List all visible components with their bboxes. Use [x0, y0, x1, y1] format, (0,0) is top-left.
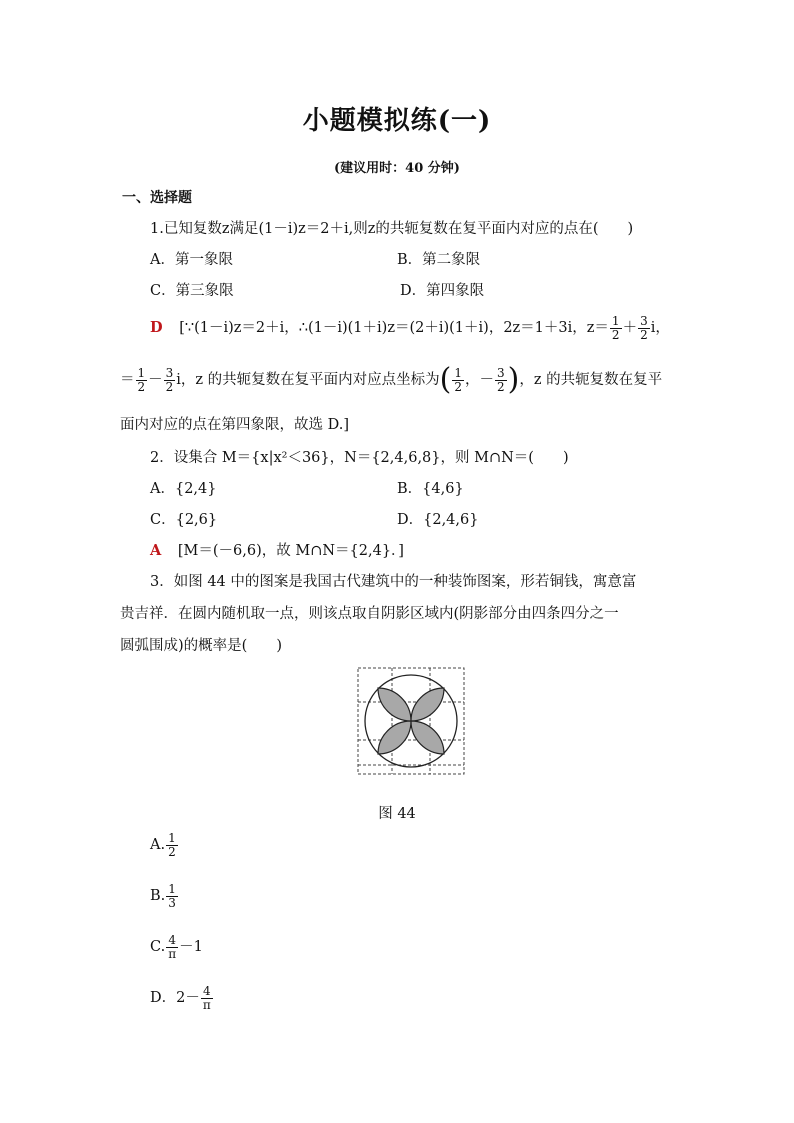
q1-option-d: D．第四象限	[400, 283, 485, 299]
q1-stem: 1.已知复数z满足(1－i)z＝2＋i,则z的共轭复数在复平面内对应的点在( )	[150, 221, 634, 237]
q3-option-c: C. $\frac{4}{\pi}$ －1	[150, 933, 203, 961]
fraction: $\frac{1}{3}$	[168, 882, 176, 910]
q2-option-d: D．{2,4,6}	[397, 512, 479, 528]
q1-solution-text: [∵(1－i)z＝2＋i，∴(1－i)(1＋i)z＝(2＋i)(1＋i)，2z＝1＋3i，z＝	[179, 320, 609, 336]
q3-option-d: D．2－ $\frac{4}{\pi}$	[150, 984, 211, 1012]
q2-option-b: B．{4,6}	[397, 481, 464, 497]
figure-caption: 图 44	[378, 806, 416, 822]
fraction: $\frac{1}{2}$	[168, 831, 176, 859]
q1-answer-letter: D	[150, 319, 163, 336]
q2-option-c: C．{2,6}	[150, 512, 218, 528]
fraction: $\frac{3}{2}$	[165, 365, 174, 394]
q1-solution-line1: D [∵(1－i)z＝2＋i，∴(1－i)(1＋i)z＝(2＋i)(1＋i)，2z＝1＋3i，z＝ $\frac{1}{2}$ ＋ $\frac{3}{2}$ i，	[150, 313, 670, 342]
q2-option-a: A．{2,4}	[150, 481, 217, 497]
q1-option-a: A．第一象限	[150, 252, 233, 268]
time-hint: (建议用时：40 分钟)	[334, 161, 460, 176]
q2-solution: A [M＝(－6,6)，故 M∩N＝{2,4}．]	[150, 542, 404, 559]
q3-stem-line2: 贵吉祥．在圆内随机取一点，则该点取自阴影区域内(阴影部分由四条四分之一	[120, 606, 619, 622]
q1-option-c: C．第三象限	[150, 283, 234, 299]
q3-option-a: A. $\frac{1}{2}$	[150, 831, 176, 859]
q1-solution-line2: ＝ $\frac{1}{2}$ － $\frac{3}{2}$ i，z 的共轭复数在复平面内对应点坐标为( $\frac{1}{2}$ ，－ $\frac{3}{2}$ )，z 的共轭复数在复平	[120, 362, 663, 397]
fraction: $\frac{3}{2}$	[497, 365, 505, 394]
fraction: $\frac{1}{2}$	[454, 365, 463, 394]
fraction: $\frac{1}{2}$	[137, 365, 146, 394]
fraction: $\frac{4}{\pi}$	[168, 933, 177, 961]
q2-answer-letter: A	[150, 542, 162, 559]
q3-option-b: B. $\frac{1}{3}$	[150, 882, 176, 910]
q3-stem-line3: 圆弧围成)的概率是( )	[120, 638, 282, 654]
q2-stem: 2．设集合 M＝{x|x²＜36}，N＝{2,4,6,8}，则 M∩N＝( )	[150, 450, 569, 466]
fraction: $\frac{1}{2}$	[611, 313, 620, 342]
copper-coin-figure	[355, 665, 467, 777]
q1-solution-line3: 面内对应的点在第四象限，故选 D.]	[120, 417, 349, 433]
q3-stem-line1: 3．如图 44 中的图案是我国古代建筑中的一种装饰图案，形若铜钱，寓意富	[150, 574, 637, 590]
section-heading: 一、选择题	[122, 190, 192, 206]
fraction: $\frac{3}{2}$	[640, 313, 648, 342]
page-title: 小题模拟练(一)	[302, 106, 492, 136]
fraction: $\frac{4}{\pi}$	[202, 984, 211, 1012]
q1-option-b: B．第二象限	[397, 252, 481, 268]
